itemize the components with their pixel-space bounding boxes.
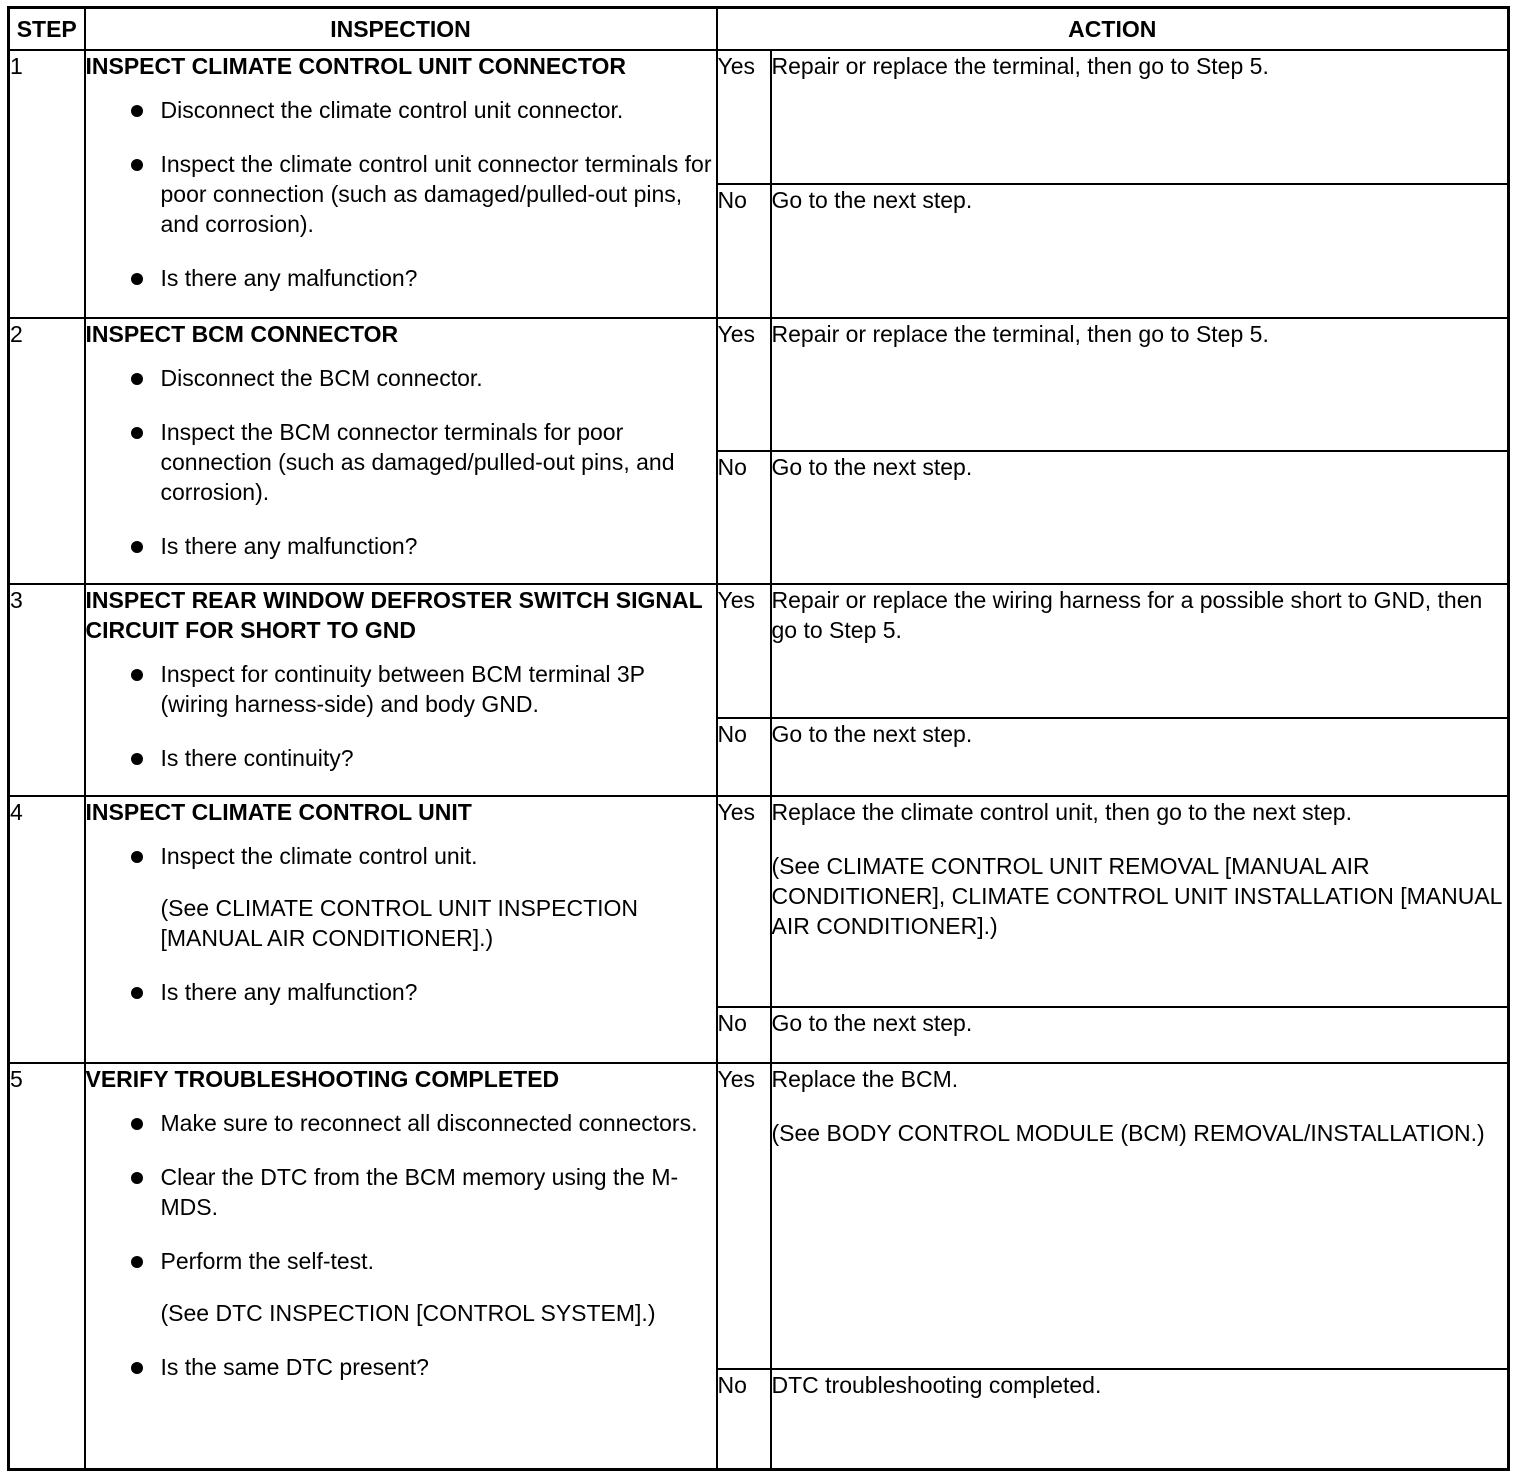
no-action: Go to the next step.	[771, 184, 1509, 318]
no-label: No	[717, 1369, 771, 1469]
step-3-inspection	[85, 584, 717, 796]
inspection-column-header: INSPECTION	[85, 8, 717, 51]
step-1-inspection	[85, 50, 717, 318]
bullet-dot-icon	[131, 105, 143, 117]
action-column-header: ACTION	[717, 8, 1509, 51]
diagnostic-procedure-table	[7, 6, 1510, 1471]
yes-label: Yes	[717, 50, 771, 184]
bullet-dot-icon	[131, 373, 143, 385]
no-label: No	[717, 184, 771, 318]
yes-action: Replace the climate control unit, then go to the next step.	[771, 799, 1352, 826]
inspection-bullet: Is there continuity?	[86, 743, 716, 773]
reference-note: (See CLIMATE CONTROL UNIT INSPECTION [MANUAL AIR CONDITIONER].)	[160, 895, 639, 952]
inspection-bullet: Inspect the BCM connector terminals for poor connection (such as damaged/pulled-out pins, and corrosion).	[86, 417, 716, 507]
step-column-header: STEP	[9, 8, 85, 51]
reference-note: (See BODY CONTROL MODULE (BCM) REMOVAL/INSTALLATION.)	[771, 1120, 1485, 1147]
bullet-dot-icon	[131, 159, 143, 171]
table-header-row	[9, 8, 1509, 51]
bullet-dot-icon	[131, 1256, 143, 1268]
step-number: 5	[9, 1063, 85, 1469]
no-label: No	[717, 1007, 771, 1063]
no-label: No	[717, 451, 771, 584]
step-number: 1	[9, 50, 85, 318]
yes-action: Repair or replace the wiring harness for a possible short to GND, then go to Step 5.	[771, 584, 1509, 718]
step-number: 2	[9, 318, 85, 584]
inspection-bullet: Disconnect the climate control unit connector.	[86, 95, 716, 125]
step-title: INSPECT REAR WINDOW DEFROSTER SWITCH SIGNAL CIRCUIT FOR SHORT TO GND	[85, 587, 703, 644]
inspection-bullet: Inspect the climate control unit.	[86, 841, 716, 871]
inspection-bullet: Disconnect the BCM connector.	[86, 363, 716, 393]
bullet-dot-icon	[131, 427, 143, 439]
inspection-bullet: Inspect for continuity between BCM terminal 3P (wiring harness-side) and body GND.	[86, 659, 716, 719]
no-action: Go to the next step.	[771, 451, 1509, 584]
bullet-dot-icon	[131, 669, 143, 681]
step-title: INSPECT CLIMATE CONTROL UNIT	[85, 799, 472, 826]
step-4-inspection	[85, 796, 717, 1063]
yes-action: Replace the BCM.	[771, 1066, 959, 1093]
bullet-dot-icon	[131, 273, 143, 285]
bullet-dot-icon	[131, 541, 143, 553]
inspection-bullet: Perform the self-test.	[86, 1246, 716, 1276]
no-action: DTC troubleshooting completed.	[771, 1369, 1509, 1469]
bullet-dot-icon	[131, 1172, 143, 1184]
inspection-bullet: Is the same DTC present?	[86, 1352, 716, 1382]
step-1-yes-row	[9, 50, 1509, 184]
step-title: INSPECT BCM CONNECTOR	[85, 321, 399, 348]
bullet-dot-icon	[131, 753, 143, 765]
inspection-bullet: Is there any malfunction?	[86, 977, 716, 1007]
inspection-bullet: Clear the DTC from the BCM memory using the M-MDS.	[86, 1162, 716, 1222]
yes-action: Repair or replace the terminal, then go to Step 5.	[771, 318, 1509, 451]
inspection-bullet: Make sure to reconnect all disconnected connectors.	[86, 1108, 716, 1138]
inspection-bullet: Is there any malfunction?	[86, 263, 716, 293]
yes-action-cell	[771, 796, 1509, 1007]
step-5-inspection	[85, 1063, 717, 1469]
step-number: 4	[9, 796, 85, 1063]
bullet-dot-icon	[131, 987, 143, 999]
yes-action: Repair or replace the terminal, then go to Step 5.	[771, 50, 1509, 184]
reference-note: (See CLIMATE CONTROL UNIT REMOVAL [MANUAL AIR CONDITIONER], CLIMATE CONTROL UNIT INSTALLATION [MANUAL AIR CONDITIONER].)	[771, 853, 1502, 940]
bullet-dot-icon	[131, 1362, 143, 1374]
yes-label: Yes	[717, 584, 771, 718]
yes-label: Yes	[717, 1063, 771, 1369]
step-5-yes-row	[9, 1063, 1509, 1369]
yes-label: Yes	[717, 318, 771, 451]
no-action: Go to the next step.	[771, 718, 1509, 796]
step-title: INSPECT CLIMATE CONTROL UNIT CONNECTOR	[85, 53, 626, 79]
inspection-bullet: Inspect the climate control unit connector terminals for poor connection (such as damaged/pulled-out pins, and corrosion).	[86, 149, 716, 239]
step-title: VERIFY TROUBLESHOOTING COMPLETED	[85, 1066, 560, 1093]
step-2-inspection	[85, 318, 717, 584]
reference-note: (See DTC INSPECTION [CONTROL SYSTEM].)	[160, 1300, 656, 1327]
step-3-yes-row	[9, 584, 1509, 718]
step-2-yes-row	[9, 318, 1509, 451]
no-action: Go to the next step.	[771, 1007, 1509, 1063]
yes-action-cell	[771, 1063, 1509, 1369]
step-number: 3	[9, 584, 85, 796]
step-4-yes-row	[9, 796, 1509, 1007]
no-label: No	[717, 718, 771, 796]
yes-label: Yes	[717, 796, 771, 1007]
bullet-dot-icon	[131, 1118, 143, 1130]
bullet-dot-icon	[131, 851, 143, 863]
inspection-bullet: Is there any malfunction?	[86, 531, 716, 561]
